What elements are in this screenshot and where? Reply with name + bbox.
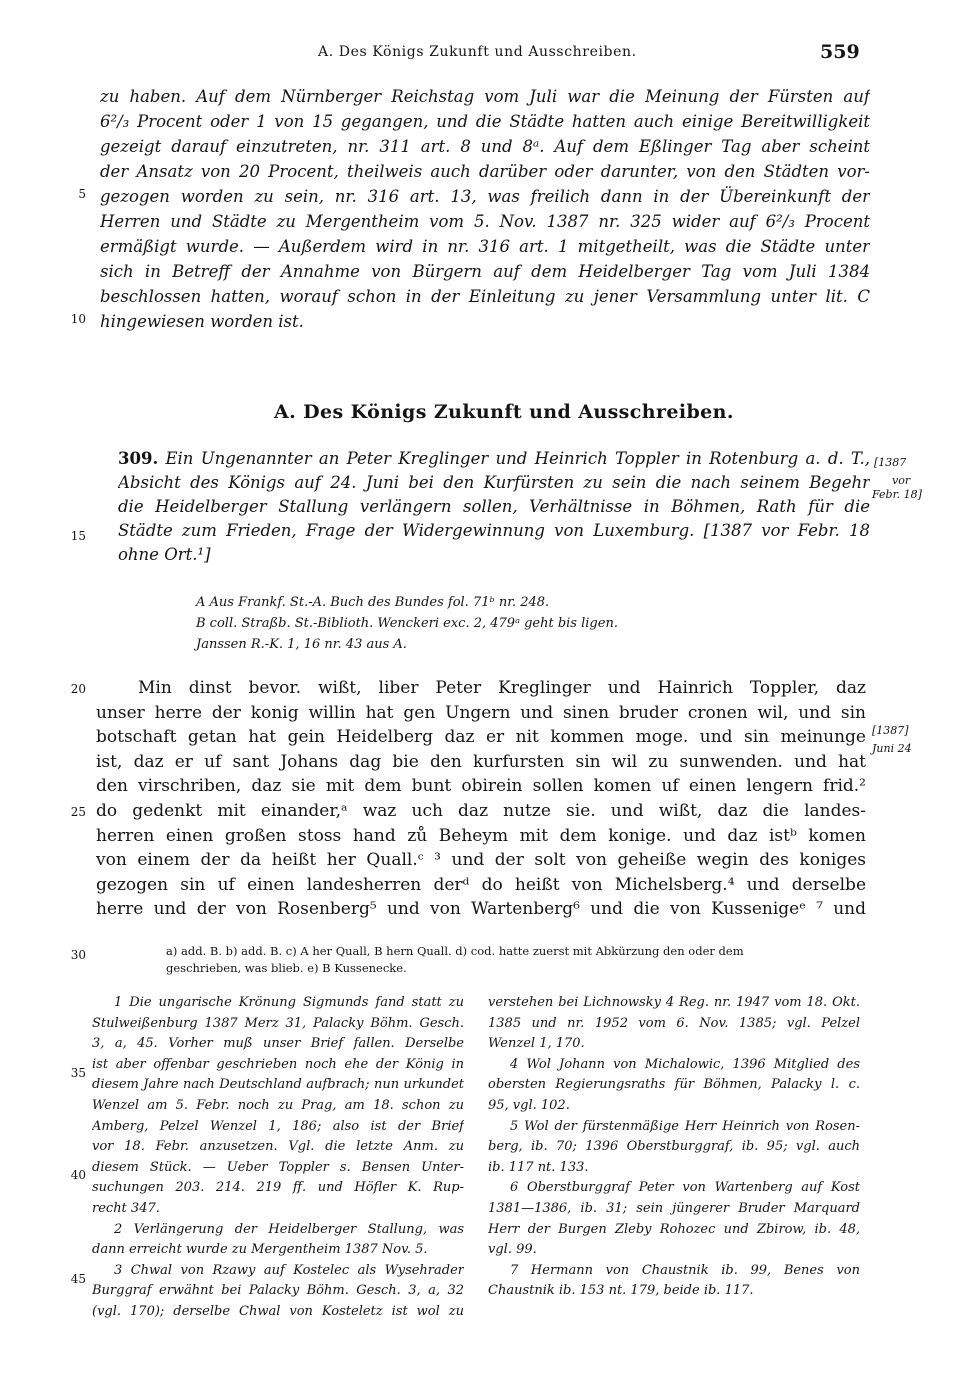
line-number: 20 — [70, 682, 86, 696]
footnote-line: diesem Jahre nach Deutschland aufbrach; nun urkundet — [92, 1077, 464, 1093]
text-line: gezogen sin uf einen landesherren derᵈ do heißt von Michelsberg.⁴ und derselbe — [96, 874, 866, 895]
margin-date: Febr. 18] — [872, 488, 922, 501]
footnote-line: dann erreicht wurde zu Mergentheim 1387 Nov. 5. — [92, 1242, 428, 1258]
intro-line: gezeigt darauf einzutreten, nr. 311 art. 8 und 8ᵃ. Auf dem Eßlinger Tag aber scheint — [100, 137, 870, 156]
apparatus-line: geschrieben, was blieb. e) B Kussenecke. — [166, 961, 407, 975]
footnote-line: 3 Chwal von Rzawy auf Kostelec als Wysehrader — [114, 1262, 464, 1278]
footnote-line: Herr der Burgen Zleby Rohozec und Zbirow, ib. 48, — [488, 1221, 860, 1237]
intro-line: ermäßigt wurde. — Außerdem wird in nr. 316 art. 1 mitgetheilt, was die Städte unter — [100, 237, 870, 256]
regest-text: Ein Ungenannter an Peter Kreglinger und Heinrich Toppler in Rotenburg a. d. T., — [165, 449, 870, 468]
footnote-line: Burggraf erwähnt bei Palacky Böhm. Gesch. 3, a, 32 — [92, 1283, 464, 1299]
line-number: 25 — [70, 805, 86, 819]
running-title: A. Des Königs Zukunft und Ausschreiben. — [318, 44, 637, 60]
footnote-line: Chaustnik ib. 153 nt. 179, beide ib. 117. — [488, 1283, 754, 1299]
intro-line: gezogen worden zu sein, nr. 316 art. 13, was freilich dann in der Übereinkunft der — [100, 187, 870, 206]
footnote-line: Wenzel am 5. Febr. noch zu Prag, am 18. schon zu — [92, 1097, 464, 1113]
footnote-line: 5 Wol der fürstenmäßige Herr Heinrich von Rosen- — [510, 1118, 860, 1134]
line-number: 40 — [70, 1168, 86, 1182]
document-regest — [118, 447, 870, 567]
footnotes-right-column — [488, 993, 860, 1302]
main-text — [96, 676, 866, 922]
intro-line: Herren und Städte zu Mergentheim vom 5. Nov. 1387 nr. 325 wider auf 6²/₃ Procent — [100, 212, 870, 231]
margin-date: [1387 — [874, 456, 907, 469]
footnotes-left-column — [92, 993, 464, 1323]
page-number: 559 — [820, 41, 860, 63]
section-title: A. Des Königs Zukunft und Ausschreiben. — [274, 401, 734, 423]
text-line: herren einen großen stoss hand zů Beheym mit dem konige. und daz istᵇ komen — [96, 825, 866, 846]
footnote-line: suchungen 203. 214. 219 ff. und Höfler K. Rup- — [92, 1180, 464, 1196]
intro-line: sich in Betreff der Annahme von Bürgern auf dem Heidelberger Tag vom Juli 1384 — [100, 262, 870, 281]
footnote-line: diesem Stück. — Ueber Toppler s. Bensen Unter- — [92, 1159, 464, 1175]
source-line: Janssen R.-K. 1, 16 nr. 43 aus A. — [196, 637, 407, 652]
critical-apparatus — [166, 943, 866, 977]
footnote-line: 4 Wol Johann von Michalowic, 1396 Mitglied des — [510, 1056, 860, 1072]
footnote-line: recht 347. — [92, 1200, 160, 1216]
line-number: 15 — [70, 529, 86, 543]
footnote-line: ist aber offenbar geschrieben noch ehe der König in — [92, 1056, 464, 1072]
line-number: 45 — [70, 1272, 86, 1286]
document-number: 309. — [118, 449, 159, 468]
text-line: unser herre der konig willin hat gen Ungern und sinen bruder cronen wil, und sin — [96, 702, 866, 723]
intro-line: 6²/₃ Procent oder 1 von 15 gegangen, und die Städte hatten auch einige Bereitwilligkeit — [100, 112, 870, 131]
regest-line: ohne Ort.¹] — [118, 545, 211, 564]
regest-line: Absicht des Königs auf 24. Juni bei den Kurfürsten zu sein die nach seinem Begehr — [118, 473, 870, 492]
margin-date: [1387] — [872, 724, 909, 737]
text-line: Min dinst bevor. wißt, liber Peter Kreglinger und Hainrich Toppler, daz — [138, 678, 866, 698]
footnote-line: Stulweißenburg 1387 Merz 31, Palacky Böhm. Gesch. — [92, 1015, 464, 1031]
footnote-line: Wenzel 1, 170. — [488, 1036, 585, 1052]
text-line: von einem der da heißt her Quall.ᶜ ³ und der solt von geheiße wegin des koniges — [96, 850, 866, 871]
footnote-line: verstehen bei Lichnowsky 4 Reg. nr. 1947 vom 18. Okt. — [488, 995, 860, 1010]
footnote-line: obersten Regierungsraths für Böhmen, Palacky l. c. — [488, 1077, 860, 1093]
footnote-line: 1385 und nr. 1952 vom 6. Nov. 1385; vgl. Pelzel — [488, 1015, 860, 1031]
regest-line: die Heidelberger Stallung verlängern sollen, Verhältnisse in Böhmen, Rath für die — [118, 497, 870, 516]
line-number: 30 — [70, 948, 86, 962]
source-line: B coll. Straßb. St.-Biblioth. Wenckeri exc. 2, 479ᵃ geht bis ligen. — [196, 616, 618, 631]
text-line: ist, daz er uf sant Johans dag bie den kurfursten sin wil zu sunwenden. und hat — [96, 751, 866, 772]
footnote-line: 7 Hermann von Chaustnik ib. 99, Benes von — [510, 1262, 860, 1278]
apparatus-line: a) add. B. b) add. B. c) A her Quall, B hern Quall. d) cod. hatte zuerst mit Abkürzung den oder dem — [166, 944, 744, 958]
intro-line: der Ansatz von 20 Procent, theilweis auch darüber oder darunter, von den Städten vor- — [100, 162, 870, 181]
footnote-line: Amberg, Pelzel Wenzel 1, 186; also ist der Brief — [92, 1118, 464, 1134]
text-line: den virschriben, daz sie mit dem bunt obirein sollen komen uf einen lengern frid.² — [96, 776, 866, 797]
intro-line: zu haben. Auf dem Nürnberger Reichstag vom Juli war die Meinung der Fürsten auf — [100, 87, 870, 106]
line-number: 5 — [78, 187, 86, 201]
margin-date: vor — [892, 474, 911, 487]
text-line: botschaft getan hat gein Heidelberg daz er nit kommen moge. und sin meinunge — [96, 727, 866, 748]
footnote-line: 95, vgl. 102. — [488, 1097, 570, 1113]
footnote-line: (vgl. 170); derselbe Chwal von Kosteletz ist wol zu — [92, 1303, 464, 1319]
footnote-line: berg, ib. 70; 1396 Oberstburggraf, ib. 95; vgl. auch — [488, 1139, 860, 1155]
regest-line: Städte zum Frieden, Frage der Widergewinnung von Luxemburg. [1387 vor Febr. 18 — [118, 521, 870, 540]
margin-date: Juni 24 — [872, 742, 912, 755]
line-number: 35 — [70, 1066, 86, 1080]
footnote-line: vgl. 99. — [488, 1242, 537, 1258]
source-line: A Aus Frankf. St.-A. Buch des Bundes fol. 71ᵇ nr. 248. — [196, 595, 550, 610]
footnote-line: 1381—1386, ib. 31; sein jüngerer Bruder Marquard — [488, 1200, 860, 1216]
regest-line — [118, 447, 870, 471]
footnote-line: 1 Die ungarische Krönung Sigmunds fand statt zu — [114, 995, 464, 1010]
intro-commentary — [100, 84, 870, 334]
footnote-line: ib. 117 nt. 133. — [488, 1159, 589, 1175]
footnote-line: vor 18. Febr. anzusetzen. Vgl. die letzte Anm. zu — [92, 1139, 464, 1155]
line-number: 10 — [70, 312, 86, 326]
text-line: herre und der von Rosenberg⁵ und von Wartenberg⁶ und die von Kussenigeᵉ ⁷ und — [96, 899, 866, 920]
footnote-line: 6 Oberstburggraf Peter von Wartenberg auf Kost — [510, 1180, 860, 1196]
footnote-line: 3, a, 45. Vorher muß unser Brief fallen. Derselbe — [92, 1036, 464, 1052]
text-line: do gedenkt mit einander,ᵃ waz uch daz nutze sie. und wißt, daz die landes- — [96, 800, 866, 821]
footnote-line: 2 Verlängerung der Heidelberger Stallung, was — [114, 1221, 464, 1237]
intro-line: beschlossen hatten, worauf schon in der Einleitung zu jener Versammlung unter lit. C — [100, 287, 870, 306]
intro-line: hingewiesen worden ist. — [100, 312, 304, 331]
source-list — [196, 592, 618, 655]
